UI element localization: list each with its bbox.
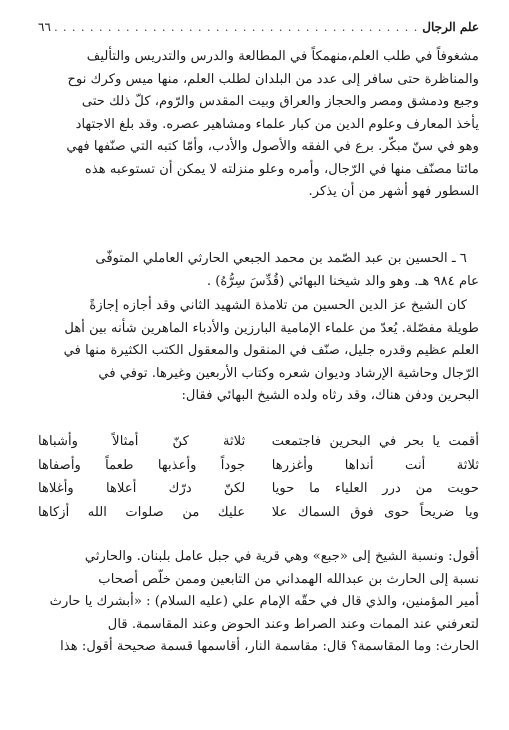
text-line: أمير المؤمنين، والذي قال في حقّه الإمام علي (عليه السلام) : «أبشرك يا حارث <box>49 594 479 609</box>
running-title: علم الرجال <box>422 20 479 34</box>
text-line: الرّجال وحاشية الإرشاد وديوان شعره وكتاب الأربعين وغيرها. توفي في <box>98 365 479 381</box>
text-line: ٦ ـ الحسين بن عبد الصّمد بن محمد الجبعي الحارثي العاملي المتوفّى <box>95 251 467 266</box>
poem-verse <box>38 501 479 525</box>
leader-dots <box>55 21 418 34</box>
page-header <box>38 18 479 36</box>
text-line: لتعرفني عند الممات وعند الصراط وعند الحوض وعند المقاسمة. قال <box>107 616 479 632</box>
poem-verse <box>38 454 479 478</box>
paragraph-4 <box>38 546 479 659</box>
text-line: العلم عظيم وقدره جليل، صنّف في المنقول والمعقول الكتب الكثيرة منها في <box>63 343 479 358</box>
verse-second-hemistich: جوداً وأعذبها طعماً وأصفاها <box>38 457 246 473</box>
verse-second-hemistich: عليك من صلوات الله أزكاها <box>38 504 246 520</box>
text-line: الحارث: وما المقاسمة؟ قال: مقاسمة النار، أقاسمها قسمة صحيحة أقول: هذا <box>60 639 479 654</box>
text-line: نسبة إلى الحارث بن عبدالله الهمداني من التابعين وممن خلّص أصحاب <box>98 571 479 587</box>
page-number: ٦٦ <box>38 20 51 34</box>
text-line: وجبع ودمشق ومصر والحجاز والعراق وبيت المقدس والرّوم، كلّ ذلك حتى <box>81 94 479 109</box>
text-line: وهو في سنّ مبكّر. برع في الفقه والأصول والأدب، وأمّا كتبه التي صنّفها فهي <box>66 139 479 154</box>
text-line: يأخذ المعارف وعلوم الدين من كبار علماء ومشاهير عصره. وقد بلغ الاجتهاد <box>75 116 479 132</box>
verse-first-hemistich: ويا ضريحاً حوى فوق السماك علا <box>271 504 479 520</box>
poem-verse <box>38 477 479 501</box>
text-line: السطور فهو أشهر من أن يذكر. <box>308 184 479 199</box>
text-line: مشغوفاً في طلب العلم،منهمكاً في المطالعة والدرس والتدريس والتأليف <box>86 49 479 64</box>
verse-first-hemistich: أقمت يا بحر في البحرين فاجتمعت <box>271 434 479 449</box>
poem-verse <box>38 430 479 454</box>
paragraph-1 <box>38 46 479 204</box>
text-line: مائتا مصنّف منها في الرّجال، وأمره وعلو منزلته لا يمكن أن تستوعبه هذه <box>84 161 479 177</box>
text-line: البحرين ودفن هناك، وقد رثاه ولده الشيخ البهائي فقال: <box>181 388 479 403</box>
text-line: طويلة مفصّلة. يُعدّ من علماء الإمامية البارزين والأدباء الماهرين شأنه بين أهل <box>64 320 479 336</box>
text-line: كان الشيخ عز الدين الحسين من تلامذة الشهيد الثاني وقد أجازه إجازةً <box>89 298 467 313</box>
text-line: أقول: ونسبة الشيخ إلى «جبع» وهي قرية في جبل عامل بلبنان. والحارثي <box>84 549 479 564</box>
text-line: عام ٩٨٤ هـ. وهو والد شيخنا البهائي (قُدِّسَ سِرُّهُ) . <box>206 273 479 289</box>
text-line: والمناظرة حتى سافر إلى عدد من البلدان لطلب العلم، منها ميس وكرك نوح <box>67 71 479 87</box>
paragraph-2-entry-heading <box>38 248 479 293</box>
poem <box>38 430 479 524</box>
verse-first-hemistich: ثلاثة أنت أنداها وأغزرها <box>271 457 479 473</box>
verse-first-hemistich: حويت من درر العلياء ما حويا <box>271 481 479 496</box>
paragraph-3 <box>38 295 479 408</box>
verse-second-hemistich: ثلاثة كنّ أمثالاً وأشباها <box>38 434 246 449</box>
verse-second-hemistich: لكنّ درّك أعلاها وأغلاها <box>38 481 246 496</box>
